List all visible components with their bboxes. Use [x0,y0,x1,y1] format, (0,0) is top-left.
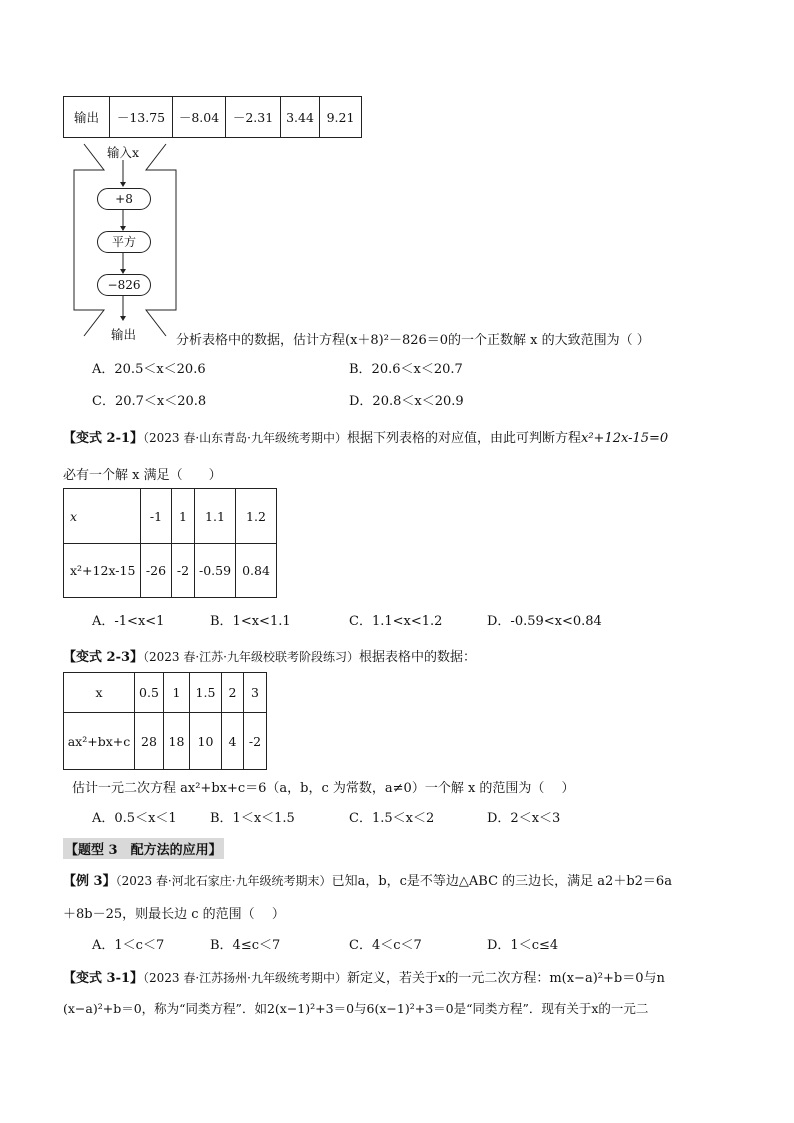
q3-option-a: A．0.5＜x＜1 [92,811,177,826]
q1-option-d: D．20.8＜x＜20.9 [349,394,464,409]
q2-table-cell: 1.1 [195,489,236,544]
q2-source: （2023 春·山东青岛·九年级统考期中） [143,431,347,445]
q2-table-cell: 1.2 [236,489,277,544]
q3-stem: 根据表格中的数据： [359,650,477,665]
q3-option-c: C．1.5＜x＜2 [349,811,435,826]
flowchart-input-label: 输入x [107,145,140,160]
q3-option-b: B．1＜x＜1.5 [210,811,295,826]
section-title: 【题型 3 配方法的应用】 [63,838,224,859]
q5-source: （2023 春·江苏扬州·九年级统考期中） [143,971,347,985]
q3-table-cell: 18 [164,713,190,770]
q3-table-cell: ax²+bx+c [64,713,135,770]
q3-table-cell: x [64,673,135,713]
q3-table-cell: 3 [244,673,267,713]
q3-table-cell: 1 [164,673,190,713]
q2-option-c: C．1.1<x<1.2 [349,614,443,629]
output-table [63,96,362,138]
q1-option-a: A．20.5＜x＜20.6 [92,362,206,377]
q3-tag: 【变式 2-3】 [63,650,144,665]
flowchart [70,140,180,345]
q2-equation: x²+12x-15=0 [581,431,669,446]
q3-header [63,646,476,665]
q1-option-c: C．20.7＜x＜20.8 [92,394,207,409]
q2-table-cell: 1 [172,489,195,544]
q4-tag: 【例 3】 [63,874,116,889]
q2-table-cell: -1 [141,489,172,544]
flowchart-step-square: 平方 [97,231,151,253]
q4-option-b: B．4≤c＜7 [210,938,281,953]
q4-option-d: D．1＜c≤4 [487,938,559,953]
q3-table-cell: -2 [244,713,267,770]
q3-table-cell: 0.5 [135,673,164,713]
q3-source: （2023 春·江苏·九年级校联考阶段练习） [143,650,359,664]
q3-option-d: D．2＜x＜3 [487,811,561,826]
q2-table-cell: 0.84 [236,544,277,598]
q2-option-b: B．1<x<1.1 [210,614,291,629]
output-cell: －2.31 [226,97,281,138]
q5-line1: 新定义，若关于x的一元二次方程：m(x−a)²+b＝0与n [347,971,665,986]
q5-header [63,967,665,986]
output-cell: 9.21 [320,97,362,138]
output-table-header: 输出 [64,97,110,138]
q3-table-cell: 4 [222,713,244,770]
q2-table-cell: -2 [172,544,195,598]
q3-table-cell: 1.5 [190,673,222,713]
q1-stem: 分析表格中的数据，估计方程(x＋8)²－826＝0的一个正数解 x 的大致范围为（ ） [176,333,650,348]
q3-table-cell: 2 [222,673,244,713]
output-cell: 3.44 [281,97,320,138]
q4-stem-a: 已知a，b，c是不等边△ABC 的三边长，满足 a2＋b2＝6a [331,874,672,889]
q2-option-d: D．-0.59<x<0.84 [487,614,602,629]
q4-header [63,870,672,889]
q3-table [63,672,267,770]
q3-table-cell: 10 [190,713,222,770]
q5-tag: 【变式 3-1】 [63,971,144,986]
q4-option-c: C．4＜c＜7 [349,938,422,953]
flowchart-step-subtract: −826 [97,274,151,296]
q2-header [63,427,668,446]
flowchart-output-label: 输出 [111,327,137,342]
q3-stem2: 估计一元二次方程 ax²+bx+c＝6（a，b，c 为常数，a≠0）一个解 x 的范围为（ ） [72,781,575,796]
q4-option-a: A．1＜c＜7 [92,938,165,953]
q2-table-cell: x²+12x-15 [64,544,141,598]
q3-table-cell: 28 [135,713,164,770]
q2-table-cell: -26 [141,544,172,598]
q4-source: （2023 春·河北石家庄·九年级统考期末） [115,874,332,888]
q2-table [63,488,277,598]
q2-tag: 【变式 2-1】 [63,431,144,446]
flowchart-step-add: +8 [97,188,151,210]
q2-stem-b: 必有一个解 x 满足（ ） [63,468,222,483]
q1-option-b: B．20.6＜x＜20.7 [349,362,463,377]
q2-option-a: A．-1<x<1 [92,614,165,629]
output-cell: －13.75 [110,97,173,138]
q4-stem-b: ＋8b－25，则最长边 c 的范围（ ） [63,907,285,922]
q2-stem: 根据下列表格的对应值，由此可判断方程 [347,431,582,446]
output-cell: －8.04 [173,97,226,138]
q2-table-cell: x [64,489,141,544]
q5-line2: (x−a)²+b＝0，称为“同类方程”．如2(x−1)²+3＝0与6(x−1)²+3＝0是“同类方程”．现有关于x的一元二 [63,1001,649,1016]
q2-table-cell: -0.59 [195,544,236,598]
